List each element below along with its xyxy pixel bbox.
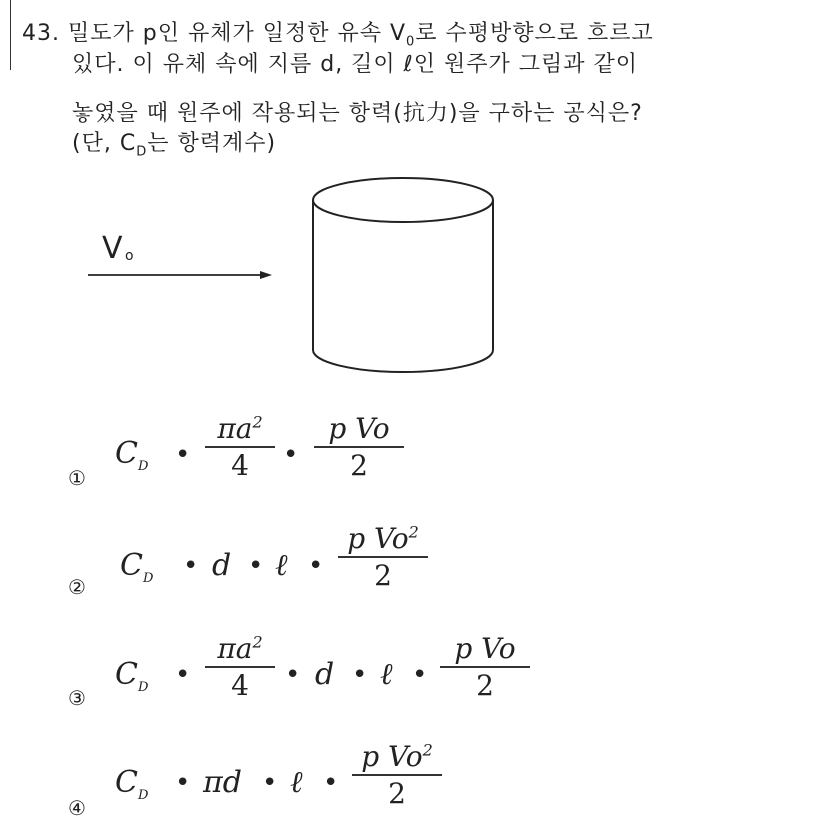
question-text-4a: (단, C [72, 131, 137, 156]
option-2-dot-2: • [248, 551, 264, 581]
option-3-frac-1: $\pi a^2$ 4 [205, 632, 275, 702]
option-1-cd: $C_D$ [115, 436, 149, 474]
option-3-cd: $C_D$ [115, 657, 149, 695]
option-4-l: ℓ [290, 765, 303, 800]
option-2-dot-1: • [183, 551, 199, 581]
option-3-dot-4: • [412, 660, 428, 690]
velocity-subscript: 0 [406, 34, 416, 50]
cylinder-figure [80, 160, 520, 385]
question-text-1b: 로 수평방향으로 흐르고 [415, 21, 654, 46]
question-text-4b: 는 항력계수) [147, 131, 277, 156]
cylinder-bottom [313, 350, 493, 372]
question-line-4 [72, 126, 276, 159]
margin-line [10, 0, 11, 70]
option-2-l: ℓ [275, 548, 288, 583]
cylinder-top [313, 178, 493, 222]
cylinder-diagram [80, 160, 520, 385]
option-3-frac-2: p Vo 2 [440, 632, 530, 702]
velocity-label: V [102, 231, 123, 266]
option-3-dot-1: • [175, 660, 191, 690]
option-3-dot-2: • [285, 660, 301, 690]
option-4-dot-3: • [323, 768, 339, 798]
option-4-dot-1: • [175, 768, 191, 798]
option-1-frac-1: $\pi a^2$ 4 [205, 412, 275, 482]
option-1-marker[interactable]: ① [68, 466, 86, 490]
option-4-frac: p Vo$^2$ 2 [352, 740, 442, 810]
option-2-frac: p Vo$^2$ 2 [338, 522, 428, 592]
question-text-1a: 밀도가 p인 유체가 일정한 유속 V [68, 21, 407, 46]
option-4-cd: $C_D$ [115, 765, 149, 803]
option-2-d: d [212, 548, 232, 583]
option-4-pid: πd [203, 765, 242, 800]
option-3-marker[interactable]: ③ [68, 686, 86, 710]
flow-arrow-head [260, 271, 272, 279]
option-1-dot-1: • [175, 440, 191, 470]
question-number: 43. [22, 21, 60, 46]
option-4-dot-2: • [262, 768, 278, 798]
option-2-dot-3: • [308, 551, 324, 581]
option-3-d: d [315, 657, 335, 692]
question-line-2: 있다. 이 유체 속에 지름 d, 길이 ℓ인 원주가 그림과 같이 [72, 52, 639, 77]
cd-subscript: D [136, 144, 148, 160]
question-line-1 [22, 16, 654, 49]
option-1-dot-2: • [283, 440, 299, 470]
question-line-3: 놓였을 때 원주에 작용되는 항력(抗力)을 구하는 공식은? [72, 101, 643, 126]
option-2-marker[interactable]: ② [68, 575, 86, 599]
option-4-marker[interactable]: ④ [68, 796, 86, 820]
option-3-dot-3: • [352, 660, 368, 690]
option-2-cd: $C_D$ [120, 548, 154, 586]
option-1-frac-2: p Vo 2 [314, 412, 404, 482]
velocity-label-sub: o [125, 248, 134, 264]
option-3-l: ℓ [380, 657, 393, 692]
